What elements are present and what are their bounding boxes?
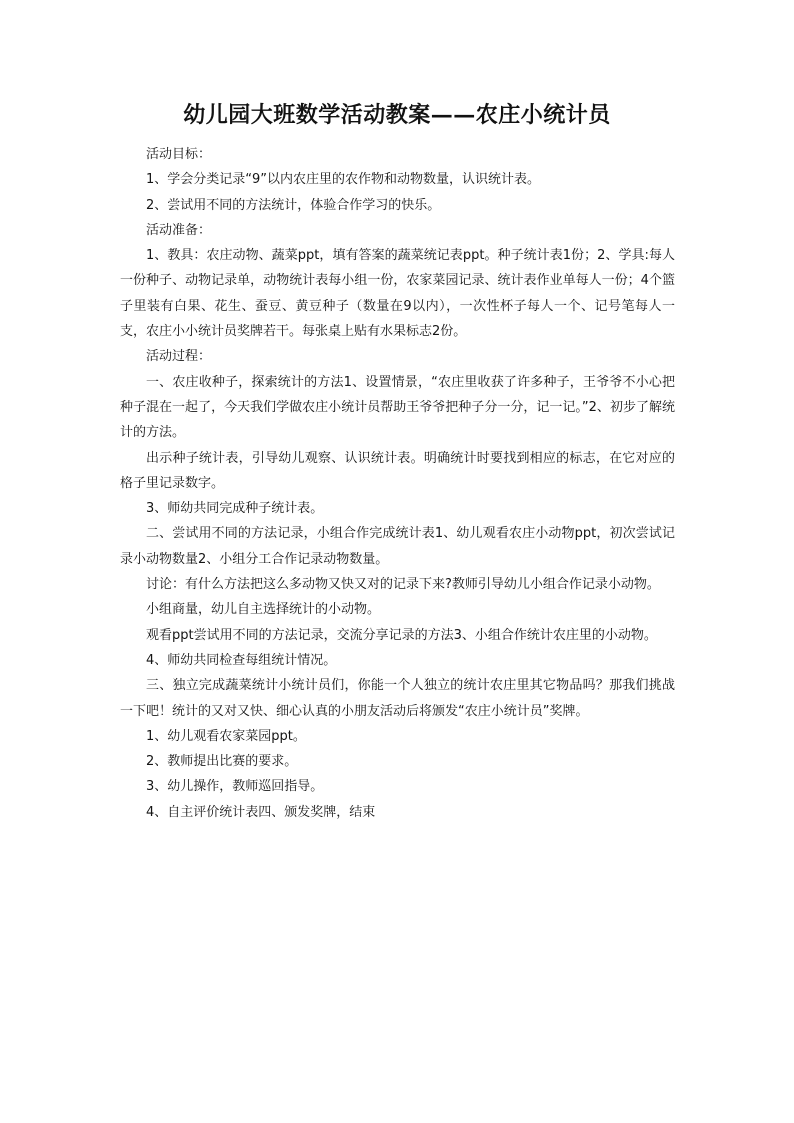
document-title: 幼儿园大班数学活动教案——农庄小统计员 (183, 102, 611, 128)
paragraph-step-1: 一、农庄收种子，探索统计的方法1、设置情景，“农庄里收获了许多种子，王爷爷不小心把种子混在一起了，今天我们学做农庄小统计员帮助王爷爷把种子分一分，记一记。”2、初步了解统计的方法。 (120, 374, 675, 441)
paragraph-goals-heading: 活动目标： (146, 147, 212, 162)
paragraph-step-3-3: 3、幼儿操作，教师巡回指导。 (146, 779, 324, 795)
paragraph-step-3-2: 2、教师提出比赛的要求。 (146, 754, 298, 770)
paragraph-goal-2: 2、尝试用不同的方法统计，体验合作学习的快乐。 (146, 197, 441, 213)
paragraph-prep-heading: 活动准备： (146, 222, 212, 238)
paragraph-step-3-1: 1、幼儿观看农家菜园ppt。 (146, 728, 306, 744)
paragraph-step-3-4: 4、自主评价统计表四、颁发奖牌，结束 (146, 804, 376, 820)
paragraph-process-heading: 活动过程： (146, 349, 212, 365)
paragraph-step-2-group: 小组商量，幼儿自主选择统计的小动物。 (146, 602, 381, 618)
paragraph-step-3: 三、独立完成蔬菜统计小统计员们，你能一个人独立的统计农庄里其它物品吗？那我们挑战一下吧！统计的又对又快、细心认真的小朋友活动后将颁发“农庄小统计员”奖牌。 (120, 678, 675, 719)
paragraph-step-1-3: 3、师幼共同完成种子统计表。 (146, 501, 324, 517)
paragraph-step-1-table: 出示种子统计表，引导幼儿观察、认识统计表。明确统计时要找到相应的标志，在它对应的格子里记录数字。 (120, 450, 675, 491)
paragraph-step-2: 二、尝试用不同的方法记录，小组合作完成统计表1、幼儿观看农庄小动物ppt，初次尝试记录小动物数量2、小组分工合作记录动物数量。 (120, 526, 675, 567)
paragraph-step-2-ppt: 观看ppt尝试用不同的方法记录，交流分享记录的方法3、小组合作统计农庄里的小动物。 (146, 627, 657, 643)
paragraph-prep-materials: 1、教具：农庄动物、蔬菜ppt，填有答案的蔬菜统记表ppt。种子统计表1份；2、学具:每人一份种子、动物记录单，动物统计表每小组一份，农家菜园记录、统计表作业单每人一份；4个篮子里装有白果、花生、蚕豆、黄豆种子（数量在9以内），一次性杯子每人一个、记号笔每人一支，农庄小小统计员奖牌若干。每张桌上贴有水果标志2份。 (120, 248, 675, 340)
paragraph-goal-1: 1、学会分类记录“9”以内农庄里的农作物和动物数量，认识统计表。 (146, 172, 541, 188)
paragraph-step-2-4: 4、师幼共同检查每组统计情况。 (146, 652, 337, 668)
document-body (120, 142, 675, 825)
paragraph-step-2-discussion: 讨论：有什么方法把这么多动物又快又对的记录下来?教师引导幼儿小组合作记录小动物。 (146, 577, 660, 593)
